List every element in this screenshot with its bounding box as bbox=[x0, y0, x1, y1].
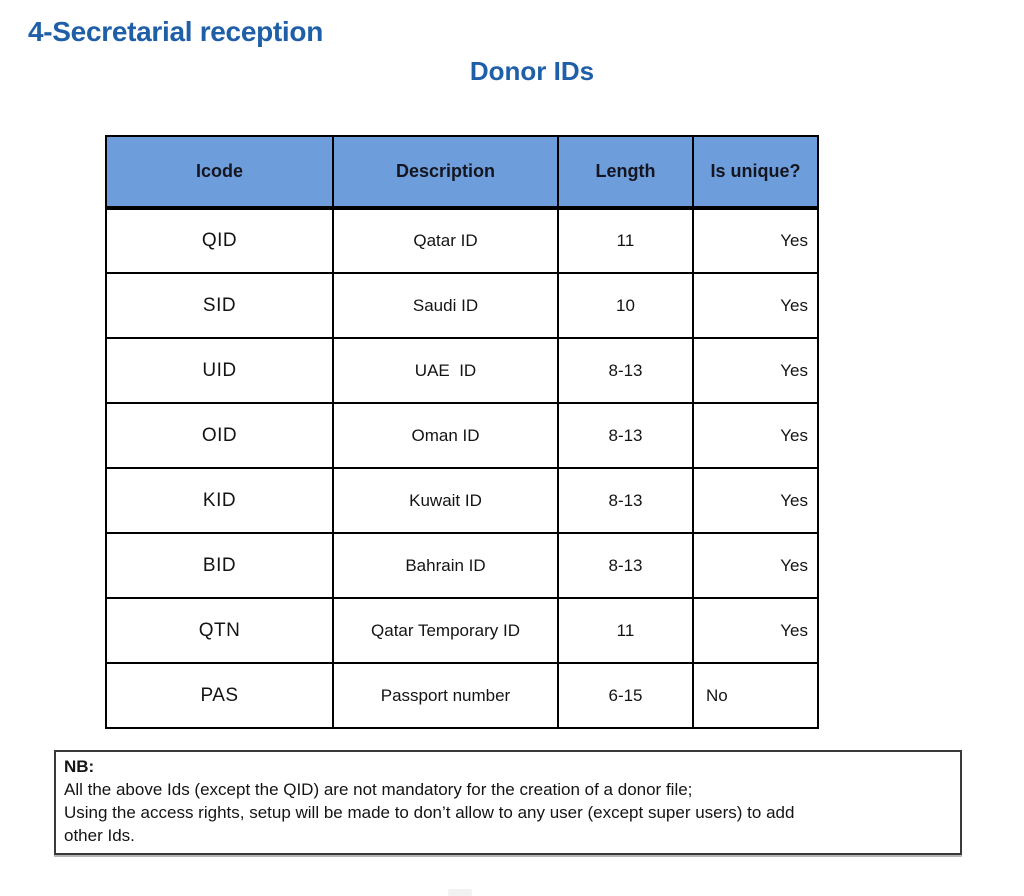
note-line: All the above Ids (except the QID) are not mandatory for the creation of a donor file; bbox=[64, 780, 693, 799]
header-cell-length: Length bbox=[558, 136, 693, 208]
table-header bbox=[106, 136, 818, 208]
icode-cell: OID bbox=[106, 403, 333, 468]
doc-title: Donor IDs bbox=[469, 56, 595, 86]
length-cell: 8-13 bbox=[558, 338, 693, 403]
table-row bbox=[106, 598, 818, 663]
description-cell: UAE ID bbox=[333, 338, 558, 403]
description-cell: Kuwait ID bbox=[333, 468, 558, 533]
note-line: Using the access rights, setup will be made to don’t allow to any user (except super users) to add bbox=[64, 803, 795, 822]
table-header-row bbox=[106, 136, 818, 208]
length-cell: 8-13 bbox=[558, 403, 693, 468]
unique-cell: Yes bbox=[693, 468, 818, 533]
unique-cell: Yes bbox=[693, 273, 818, 338]
header-cell-is-unique: Is unique? bbox=[693, 136, 818, 208]
icode-cell: UID bbox=[106, 338, 333, 403]
length-cell: 8-13 bbox=[558, 533, 693, 598]
note-label: NB: bbox=[64, 757, 95, 776]
table-row bbox=[106, 208, 818, 273]
description-cell: Oman ID bbox=[333, 403, 558, 468]
header-cell-description: Description bbox=[333, 136, 558, 208]
unique-cell: Yes bbox=[693, 208, 818, 273]
unique-cell: Yes bbox=[693, 338, 818, 403]
table-row bbox=[106, 338, 818, 403]
table-row bbox=[106, 403, 818, 468]
length-cell: 11 bbox=[558, 598, 693, 663]
unique-cell: No bbox=[693, 663, 818, 728]
description-cell: Qatar ID bbox=[333, 208, 558, 273]
icode-cell: BID bbox=[106, 533, 333, 598]
unique-cell: Yes bbox=[693, 598, 818, 663]
icode-cell: QID bbox=[106, 208, 333, 273]
icode-cell: PAS bbox=[106, 663, 333, 728]
page-heading: 4-Secretarial reception bbox=[28, 16, 324, 47]
unique-cell: Yes bbox=[693, 403, 818, 468]
length-cell: 11 bbox=[558, 208, 693, 273]
icode-cell: KID bbox=[106, 468, 333, 533]
description-cell: Qatar Temporary ID bbox=[333, 598, 558, 663]
table-row bbox=[106, 273, 818, 338]
page-number-smudge bbox=[448, 889, 472, 896]
table-row bbox=[106, 533, 818, 598]
note-box bbox=[54, 750, 962, 855]
unique-cell: Yes bbox=[693, 533, 818, 598]
donor-ids-table bbox=[105, 135, 819, 729]
length-cell: 10 bbox=[558, 273, 693, 338]
length-cell: 6-15 bbox=[558, 663, 693, 728]
description-cell: Bahrain ID bbox=[333, 533, 558, 598]
header-cell-icode: Icode bbox=[106, 136, 333, 208]
table-row bbox=[106, 468, 818, 533]
icode-cell: QTN bbox=[106, 598, 333, 663]
description-cell: Saudi ID bbox=[333, 273, 558, 338]
table-row bbox=[106, 663, 818, 728]
note-line: other Ids. bbox=[64, 826, 135, 845]
length-cell: 8-13 bbox=[558, 468, 693, 533]
icode-cell: SID bbox=[106, 273, 333, 338]
description-cell: Passport number bbox=[333, 663, 558, 728]
